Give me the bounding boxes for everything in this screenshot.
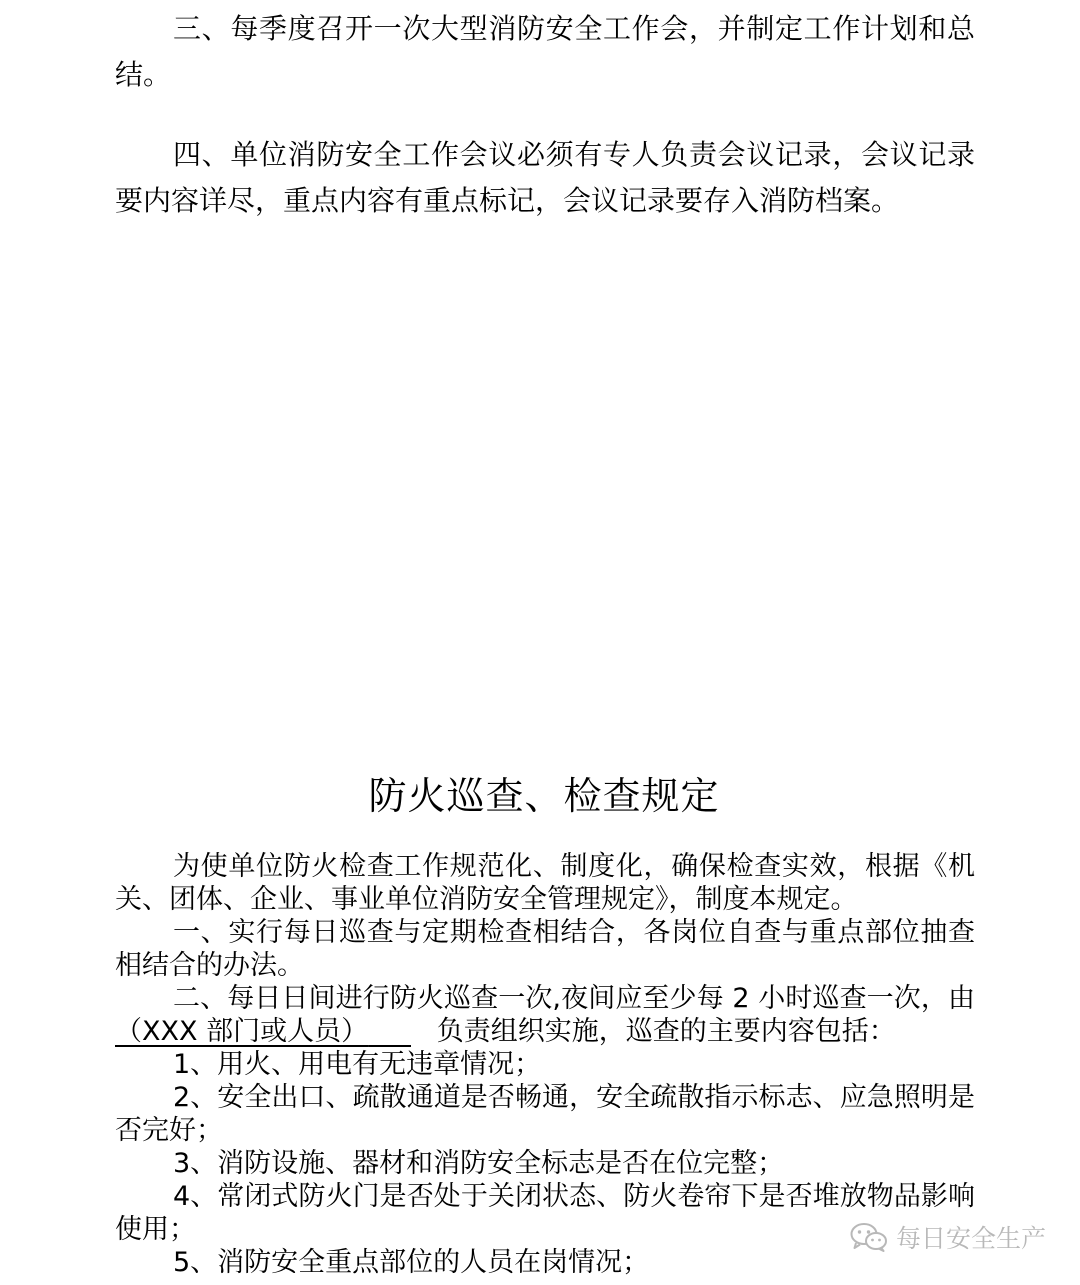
item-two-prefix: 二、每日日间进行防火巡查一次,夜间应至少每 2 小时巡查一次，由 (173, 983, 975, 1014)
wechat-icon (850, 1222, 888, 1252)
watermark (850, 1219, 1046, 1255)
check-item-5: 5、消防安全重点部位的人员在岗情况； (173, 1247, 650, 1278)
responsible-party-blank (115, 1016, 411, 1047)
page-title: 防火巡查、检查规定 (368, 774, 720, 818)
watermark-text: 每日安全生产 (895, 1224, 1046, 1253)
regulation-body (115, 850, 975, 1279)
item-two-paragraph (115, 982, 975, 1048)
check-item-4: 4、常闭式防火门是否处于关闭状态、防火卷帘下是否堆放物品影响使用； (115, 1181, 975, 1245)
paragraph-item-three: 三、每季度召开一次大型消防安全工作会，并制定工作计划和总结。 (115, 12, 975, 91)
check-item-3: 3、消防设施、器材和消防安全标志是否在位完整； (173, 1148, 785, 1179)
check-item-1: 1、用火、用电有无违章情况； (173, 1049, 542, 1080)
paragraph-item-four: 四、单位消防安全工作会议必须有专人负责会议记录，会议记录要内容详尽，重点内容有重点标记，会议记录要存入消防档案。 (115, 138, 975, 217)
meeting-rules-section (115, 6, 975, 224)
item-one-paragraph: 一、实行每日巡查与定期检查相结合，各岗位自查与重点部位抽查相结合的办法。 (115, 917, 975, 981)
item-two-suffix: 负责组织实施，巡查的主要内容包括： (436, 1016, 896, 1047)
intro-paragraph: 为使单位防火检查工作规范化、制度化，确保检查实效，根据《机关、团体、企业、事业单位消防安全管理规定》，制度本规定。 (115, 851, 975, 915)
responsible-party-text: （XXX 部门或人员） (115, 1016, 369, 1047)
check-item-2: 2、安全出口、疏散通道是否畅通，安全疏散指示标志、应急照明是否完好； (115, 1082, 975, 1146)
